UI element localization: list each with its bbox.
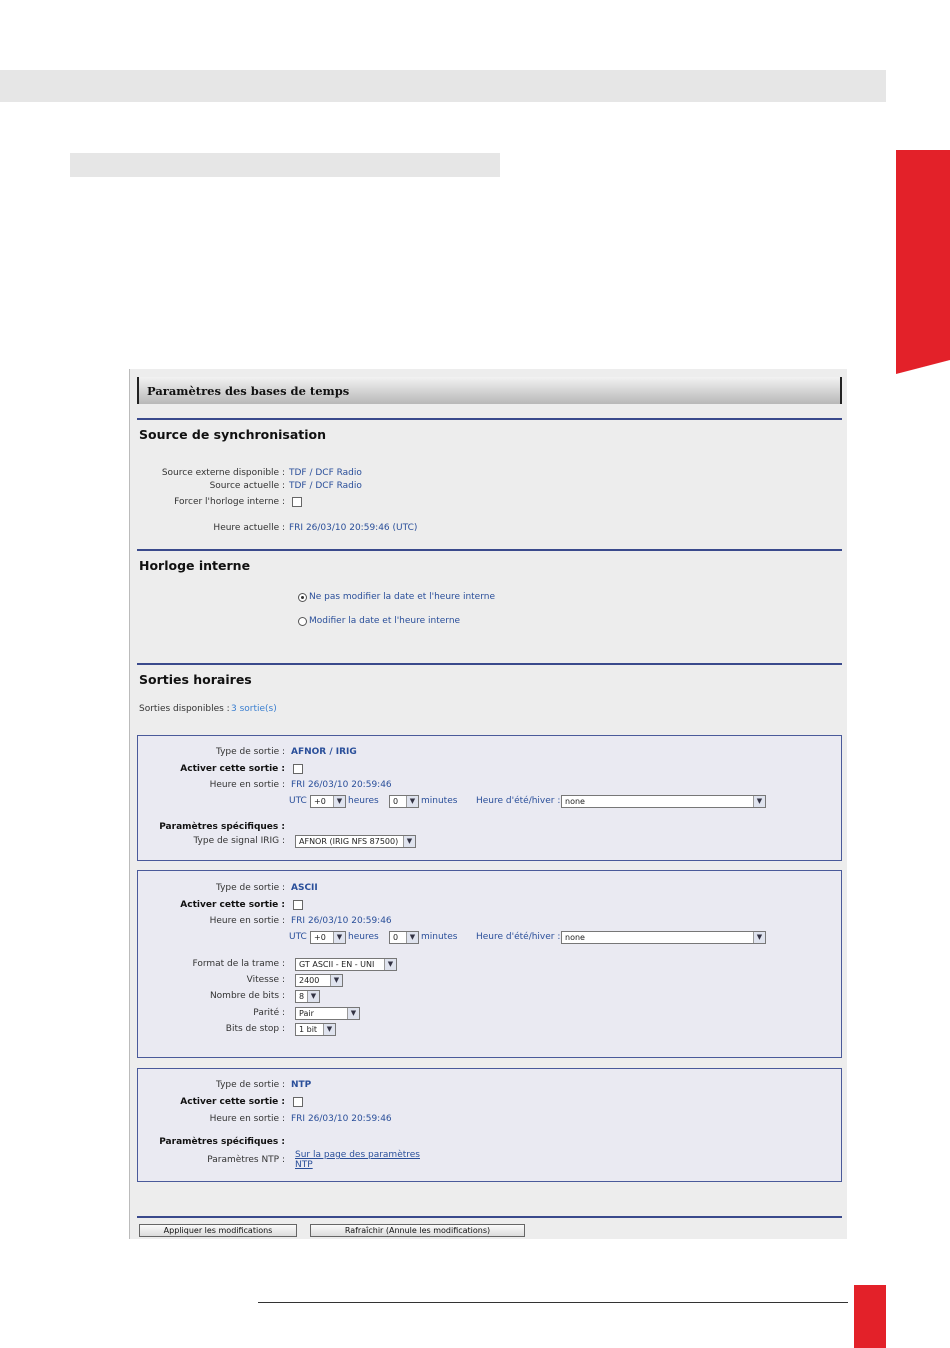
- chevron-down-icon: ▼: [323, 1024, 335, 1035]
- dst-label: Heure d'été/hiver :: [476, 796, 561, 806]
- utc-hours-select[interactable]: +0 ▼: [310, 931, 346, 944]
- chevron-down-icon: ▼: [307, 991, 319, 1002]
- refresh-button[interactable]: Rafraîchir (Annule les modifications): [310, 1224, 525, 1237]
- minutes-label: minutes: [421, 796, 458, 806]
- speed-label: Vitesse :: [246, 975, 285, 985]
- current-time-value: FRI 26/03/10 20:59:46 (UTC): [289, 523, 418, 533]
- speed-select[interactable]: 2400 ▼: [295, 974, 343, 987]
- utc-label: UTC: [289, 932, 307, 942]
- available-outputs-label: Sorties disponibles :: [139, 704, 230, 714]
- language-tab: [896, 150, 950, 374]
- specific-params-label: Paramètres spécifiques :: [159, 822, 285, 832]
- page-title: Paramètres des bases de temps: [137, 377, 842, 404]
- chevron-down-icon: ▼: [753, 932, 765, 943]
- enable-output-checkbox[interactable]: [293, 900, 303, 910]
- output-time-value: FRI 26/03/10 20:59:46: [291, 916, 392, 926]
- bits-select[interactable]: 8 ▼: [295, 990, 320, 1003]
- current-source-label: Source actuelle :: [209, 481, 285, 491]
- section-divider: [137, 663, 842, 665]
- ntp-params-link[interactable]: Sur la page des paramètres: [295, 1150, 420, 1160]
- apply-changes-button[interactable]: Appliquer les modifications: [139, 1224, 297, 1237]
- parity-label: Parité :: [253, 1008, 285, 1018]
- current-source-value: TDF / DCF Radio: [289, 481, 362, 491]
- enable-output-label: Activer cette sortie :: [180, 764, 285, 774]
- output-time-label: Heure en sortie :: [209, 1114, 285, 1124]
- ext-source-value: TDF / DCF Radio: [289, 468, 362, 478]
- outputs-section-title: Sorties horaires: [139, 672, 252, 687]
- enable-output-checkbox[interactable]: [293, 764, 303, 774]
- frame-format-label: Format de la trame :: [192, 959, 285, 969]
- chevron-down-icon: ▼: [333, 932, 345, 943]
- dst-label: Heure d'été/hiver :: [476, 932, 561, 942]
- chevron-down-icon: ▼: [333, 796, 345, 807]
- utc-minutes-select[interactable]: 0 ▼: [389, 931, 419, 944]
- output-type-label: Type de sortie :: [216, 1080, 285, 1090]
- section-divider: [137, 418, 842, 420]
- frame-format-select[interactable]: GT ASCII - EN - UNI ▼: [295, 958, 397, 971]
- keep-time-radio-label[interactable]: Ne pas modifier la date et l'heure interne: [309, 592, 495, 602]
- footer-page-marker: [854, 1285, 886, 1348]
- ntp-params-link-continued[interactable]: NTP: [295, 1160, 313, 1170]
- language-tab-label: FRANCAIS: [8, 205, 31, 316]
- output-type-value: ASCII: [291, 883, 318, 893]
- section-divider: [137, 549, 842, 551]
- page-header-band: [0, 70, 886, 102]
- output-time-label: Heure en sortie :: [209, 780, 285, 790]
- output-type-label: Type de sortie :: [216, 747, 285, 757]
- chevron-down-icon: ▼: [406, 796, 418, 807]
- page-subheader-band: [70, 153, 500, 177]
- language-tab-cut: [896, 360, 950, 374]
- modify-time-radio[interactable]: [298, 617, 307, 626]
- chevron-down-icon: ▼: [753, 796, 765, 807]
- parity-select[interactable]: Pair ▼: [295, 1007, 360, 1020]
- utc-hours-select[interactable]: +0 ▼: [310, 795, 346, 808]
- enable-output-label: Activer cette sortie :: [180, 1097, 285, 1107]
- force-internal-checkbox[interactable]: [292, 497, 302, 507]
- utc-minutes-select[interactable]: 0 ▼: [389, 795, 419, 808]
- output-time-value: FRI 26/03/10 20:59:46: [291, 1114, 392, 1124]
- dst-select[interactable]: none ▼: [561, 795, 766, 808]
- clock-section-title: Horloge interne: [139, 558, 251, 573]
- chevron-down-icon: ▼: [347, 1008, 359, 1019]
- chevron-down-icon: ▼: [406, 932, 418, 943]
- enable-output-checkbox[interactable]: [293, 1097, 303, 1107]
- utc-label: UTC: [289, 796, 307, 806]
- irig-signal-label: Type de signal IRIG :: [193, 836, 285, 846]
- hours-label: heures: [348, 932, 379, 942]
- footer-rule: [258, 1302, 848, 1303]
- output-type-value: NTP: [291, 1080, 312, 1090]
- dst-select[interactable]: none ▼: [561, 931, 766, 944]
- enable-output-label: Activer cette sortie :: [180, 900, 285, 910]
- chevron-down-icon: ▼: [330, 975, 342, 986]
- section-divider: [137, 1216, 842, 1218]
- stop-bits-select[interactable]: 1 bit ▼: [295, 1023, 336, 1036]
- chevron-down-icon: ▼: [384, 959, 396, 970]
- minutes-label: minutes: [421, 932, 458, 942]
- ntp-params-label: Paramètres NTP :: [207, 1155, 285, 1165]
- bits-label: Nombre de bits :: [209, 991, 285, 1001]
- modify-time-radio-label[interactable]: Modifier la date et l'heure interne: [309, 616, 461, 626]
- irig-signal-select[interactable]: AFNOR (IRIG NFS 87500) ▼: [295, 835, 416, 848]
- specific-params-label: Paramètres spécifiques :: [159, 1137, 285, 1147]
- keep-time-radio[interactable]: [298, 593, 307, 602]
- output-type-value: AFNOR / IRIG: [291, 747, 357, 757]
- ext-source-label: Source externe disponible :: [161, 468, 285, 478]
- sync-section-title: Source de synchronisation: [139, 427, 327, 442]
- output-time-label: Heure en sortie :: [209, 916, 285, 926]
- chevron-down-icon: ▼: [403, 836, 415, 847]
- hours-label: heures: [348, 796, 379, 806]
- output-time-value: FRI 26/03/10 20:59:46: [291, 780, 392, 790]
- force-internal-label: Forcer l'horloge interne :: [174, 497, 285, 507]
- settings-screenshot: [129, 369, 847, 1239]
- output-type-label: Type de sortie :: [216, 883, 285, 893]
- stop-bits-label: Bits de stop :: [225, 1024, 285, 1034]
- available-outputs-value: 3 sortie(s): [231, 704, 277, 714]
- current-time-label: Heure actuelle :: [213, 523, 285, 533]
